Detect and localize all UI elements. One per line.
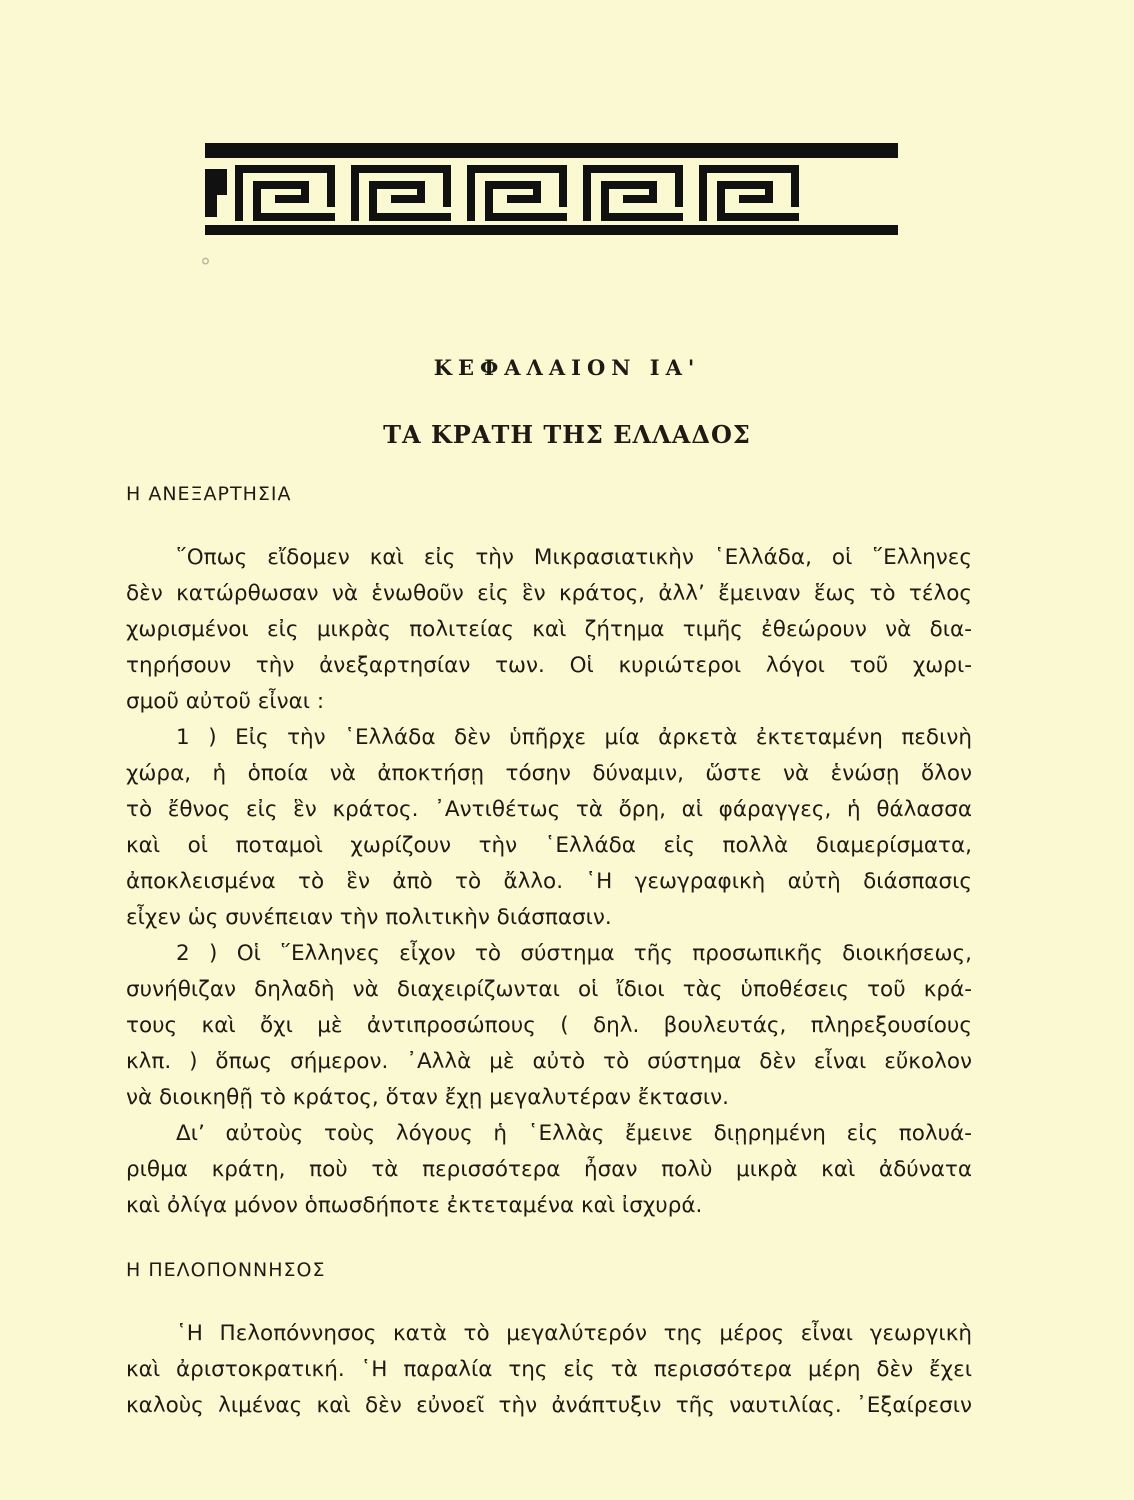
text-line: καλοὺς λιμένας καὶ δὲν εὐνοεῖ τὴν ἀνάπτυξιν τῆς ναυτιλίας. ᾿Εξαίρεσιν: [126, 1393, 972, 1418]
text-line: τὸ ἔθνος εἰς ἓν κράτος. ᾿Αντιθέτως τὰ ὄρη, αἱ φάραγγες, ἡ θάλασσα: [126, 797, 972, 822]
text-line: 1 ) Εἰς τὴν ῾Ελλάδα δὲν ὑπῆρχε μία ἀρκετὰ ἐκτεταμένη πεδινὴ: [176, 725, 972, 750]
text-line: εἶχεν ὡς συνέπειαν τὴν πολιτικὴν διάσπασιν.: [126, 905, 612, 930]
text-line: ριθμα κράτη, ποὺ τὰ περισσότερα ἦσαν πολὺ μικρὰ καὶ ἀδύνατα: [126, 1157, 972, 1182]
text-line: ῞Οπως εἴδομεν καὶ εἰς τὴν Μικρασιατικὴν ῾Ελλάδα, οἱ ῞Ελληνες: [176, 545, 972, 570]
section-heading-peloponnese: Η ΠΕΛΟΠΟΝΝΗΣΟΣ: [126, 1259, 326, 1281]
chapter-label: ΚΕΦΑΛΑΙΟΝ ΙΑ': [433, 355, 701, 380]
text-line: 2 ) Οἱ ῞Ελληνες εἶχον τὸ σύστημα τῆς προσωπικῆς διοικήσεως,: [176, 941, 972, 966]
text-line: καὶ ὀλίγα μόνον ὁπωσδήποτε ἐκτεταμένα καὶ ἰσχυρά.: [126, 1193, 703, 1218]
text-line: συνήθιζαν δηλαδὴ νὰ διαχειρίζωνται οἱ ἴδιοι τὰς ὑποθέσεις τοῦ κρά-: [126, 977, 972, 1002]
text-line: τους καὶ ὄχι μὲ ἀντιπροσώπους ( δηλ. βουλευτάς, πληρεξουσίους: [126, 1013, 972, 1038]
page-smudge: °: [200, 255, 211, 280]
text-line: ῾Η Πελοπόννησος κατὰ τὸ μεγαλύτερόν της μέρος εἶναι γεωργικὴ: [176, 1321, 972, 1346]
text-line: καὶ ἀριστοκρατική. ῾Η παραλία της εἰς τὰ περισσότερα μέρη δὲν ἔχει: [126, 1357, 972, 1382]
chapter-title: ΤΑ ΚΡΑΤΗ ΤΗΣ ΕΛΛΑΔΟΣ: [383, 420, 751, 449]
text-line: σμοῦ αὐτοῦ εἶναι :: [126, 689, 325, 714]
text-line: δὲν κατώρθωσαν νὰ ἑνωθοῦν εἰς ἓν κράτος, ἀλλ’ ἔμειναν ἕως τὸ τέλος: [126, 581, 972, 606]
greek-key-ornament: [205, 141, 898, 237]
text-line: νὰ διοικηθῇ τὸ κράτος, ὅταν ἔχῃ μεγαλυτέραν ἔκτασιν.: [126, 1085, 729, 1110]
text-line: χωρισμένοι εἰς μικρὰς πολιτείας καὶ ζήτημα τιμῆς ἐθεώρουν νὰ δια-: [126, 617, 972, 642]
text-line: καὶ οἱ ποταμοὶ χωρίζουν τὴν ῾Ελλάδα εἰς πολλὰ διαμερίσματα,: [126, 833, 972, 858]
section-heading-independence: Η ΑΝΕΞΑΡΤΗΣΙΑ: [126, 483, 292, 505]
text-line: χώρα, ἡ ὁποία νὰ ἀποκτήσῃ τόσην δύναμιν, ὥστε νὰ ἑνώσῃ ὅλον: [126, 761, 972, 786]
text-line: ἀποκλεισμένα τὸ ἓν ἀπὸ τὸ ἄλλο. ῾Η γεωγραφικὴ αὐτὴ διάσπασις: [126, 869, 972, 894]
text-line: Δι’ αὐτοὺς τοὺς λόγους ἡ ῾Ελλὰς ἔμεινε διῃρημένη εἰς πολυά-: [176, 1121, 972, 1146]
text-line: κλπ. ) ὅπως σήμερον. ᾿Αλλὰ μὲ αὐτὸ τὸ σύστημα δὲν εἶναι εὔκολον: [126, 1049, 972, 1074]
text-line: τηρήσουν τὴν ἀνεξαρτησίαν των. Οἱ κυριώτεροι λόγοι τοῦ χωρι-: [126, 653, 972, 678]
